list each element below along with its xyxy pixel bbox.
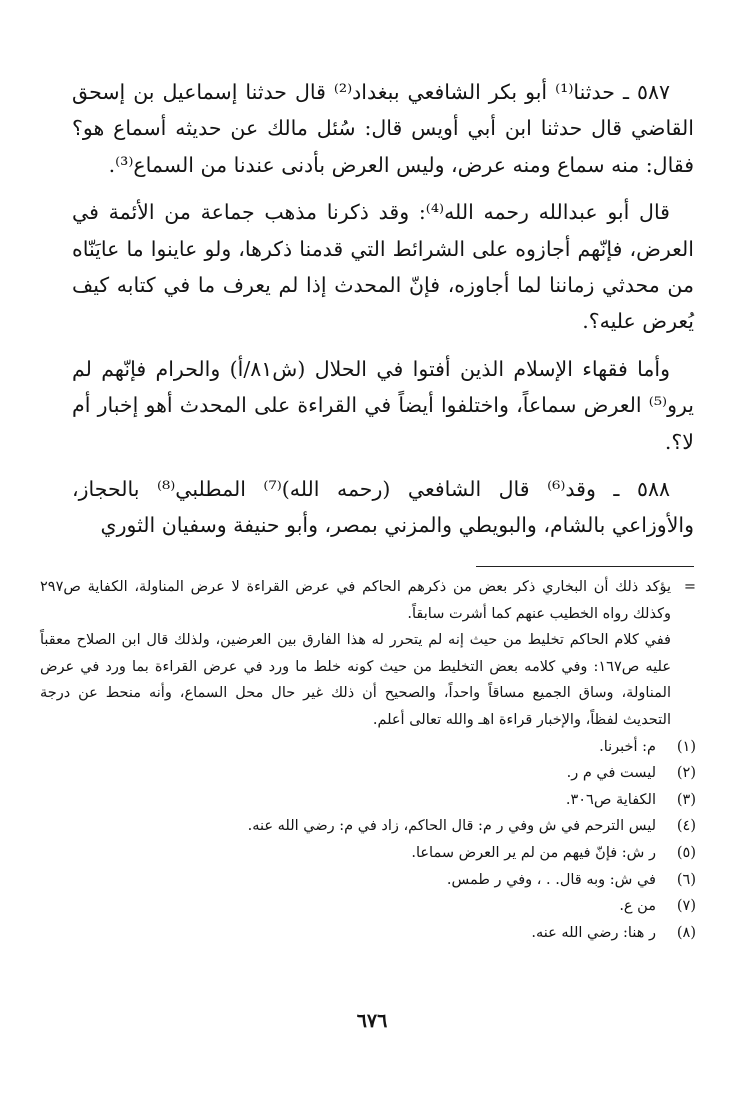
continued-footnote	[40, 574, 702, 734]
paragraph-abu-abdullah: قال أبو عبدالله رحمه الله⁽⁴⁾: وقد ذكرنا مذهب جماعة من الأئمة في العرض، فإنّهم أجازوه على الشرائط التي قدمنا ذكرها، ولو عاينوا ما عايَنّاه من محدثي زماننا لما أجاوزه، فإنّ المحدث إذا لم يعرف ما في كتابه كيف يُعرض عليه؟.	[72, 200, 694, 334]
footnote-separator	[476, 566, 694, 567]
footnote-number: (٤)	[676, 818, 696, 835]
footnotes	[40, 574, 702, 946]
footnote-text: ر هنا: رضي الله عنه.	[531, 924, 656, 941]
footnote-item	[40, 840, 702, 867]
footnote-text: في ش: وبه قال. . ، وفي ر طمس.	[446, 871, 656, 888]
footnote-item	[40, 893, 702, 920]
footnote-item	[40, 734, 702, 761]
footnote-number: (١)	[676, 738, 696, 755]
continuation-mark: =	[683, 579, 696, 595]
paragraph-fuqaha: وأما فقهاء الإسلام الذين أفتوا في الحلال (ش٨١/أ) والحرام فإنّهم لم يرو⁽⁵⁾ العرض سماعاً، واختلفوا أيضاً في القراءة على المحدث أهو إخبار أم لا؟.	[72, 356, 694, 454]
footnote-number: (٨)	[676, 924, 696, 941]
footnote-text: ليس الترحم في ش وفي ر م: قال الحاكم، زاد في م: رضي الله عنه.	[247, 818, 656, 835]
footnote-number: (٥)	[676, 844, 696, 861]
footnote-list	[40, 734, 702, 947]
main-text	[72, 74, 694, 555]
paragraph-588: ٥٨٨ ـ وقد⁽⁶⁾ قال الشافعي (رحمه الله)⁽⁷⁾ المطلبي⁽⁸⁾ بالحجاز، والأوزاعي بالشام، والبويطي والمزني بمصر، وأبو حنيفة وسفيان الثوري	[72, 477, 694, 538]
footnote-text: ر ش: فإنّ فيهم من لم ير العرض سماعا.	[411, 844, 656, 861]
footnote-item	[40, 867, 702, 894]
footnote-text: ليست في م ر.	[566, 765, 656, 782]
paragraph-587: ٥٨٧ ـ حدثنا⁽¹⁾ أبو بكر الشافعي ببغداد⁽²⁾ قال حدثنا إسماعيل بن إسحق القاضي قال حدثنا ابن أبي أويس قال: سُئل مالك عن حديثه أسماع هو؟ فقال: منه سماع ومنه عرض، وليس العرض بأدنى عندنا من السماع⁽³⁾.	[72, 80, 694, 177]
footnote-number: (٦)	[676, 871, 696, 888]
footnote-text: م: أخبرنا.	[599, 738, 656, 755]
footnote-number: (٢)	[676, 765, 696, 782]
footnote-number: (٧)	[676, 898, 696, 915]
continued-footnote-paragraph: ففي كلام الحاكم تخليط من حيث إنه لم يتحرر له هذا الفارق بين العرضين، ولذلك قال ابن الصلاح معقباً عليه ص١٦٧: وفي كلامه بعض التخليط من حيث كونه خلط ما ورد في عرض القراءة بما ورد في عرض المناولة، وساق الجميع مساقاً واحداً، والصحيح أن ذلك غير حال محل السماع، وأنه منحط عن درجة التحديث لفظاً، والإخبار قراءة اهـ والله تعالى أعلم.	[40, 632, 672, 728]
footnote-number: (٣)	[676, 791, 696, 808]
footnote-item	[40, 760, 702, 787]
footnote-item	[40, 920, 702, 947]
continued-footnote-paragraph: يؤكد ذلك أن البخاري ذكر بعض من ذكرهم الحاكم في عرض القراءة لا عرض المناولة، الكفاية ص٢٩٧ وكذلك رواه الخطيب عنهم كما أشرت سابقاً.	[40, 579, 671, 622]
footnote-text: من ع.	[619, 898, 656, 915]
page-number: ٦٧٦	[356, 1010, 388, 1032]
footnote-item	[40, 813, 702, 840]
footnote-item	[40, 787, 702, 814]
footnote-text: الكفاية ص٣٠٦.	[565, 791, 656, 808]
